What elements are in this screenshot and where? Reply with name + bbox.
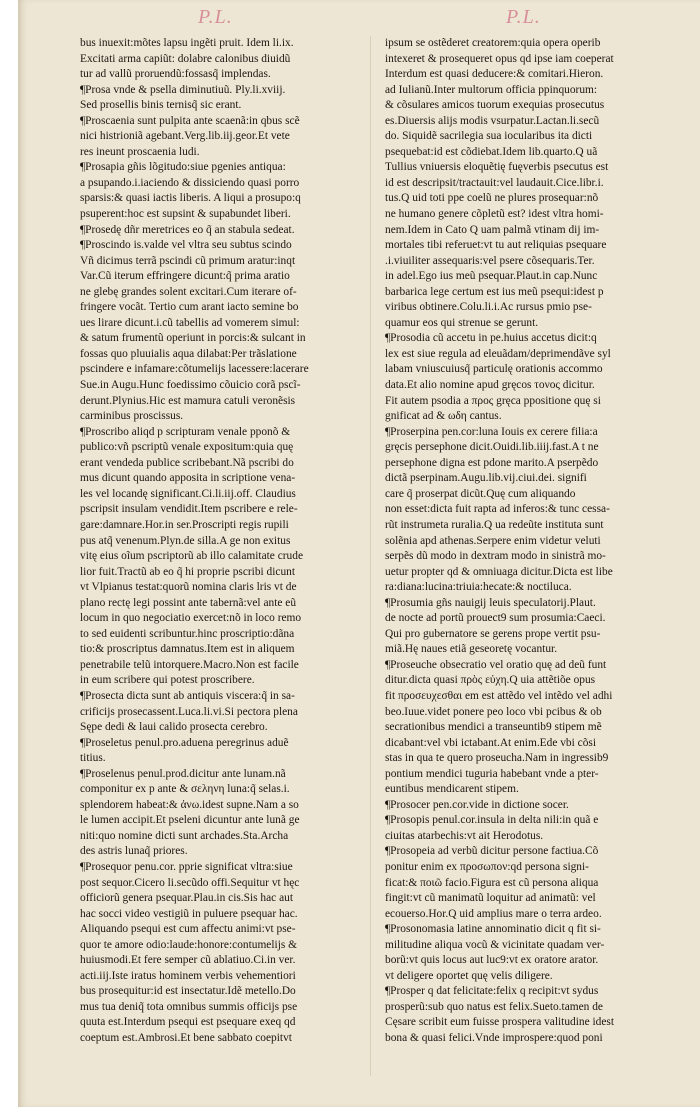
column-gutter bbox=[370, 36, 371, 1076]
entry-text: ¶Prosequor penu.cor. pprie significat vltra:siue post sequor.Cicero li.secũdo offi.Sequitur vt hęc officiorũ genera psequar.Plau.in cis.Sis hac aut hac socci video vestigiũ in puluere psequar hac. Aliquando psequi est cum affectu animi:vt pse- quor te amore odio:laude:honore:contumelijs & huiusmodi.Et fere semper cũ ablatiuo.Ci.in ver. acti.iij.Iste iratus hominem verbis vehementiori bus prosequitur:id est insectatur.Idẽ metello.Do mus tua deniq̃ tota omnibus summis officijs pse quuta est.Interdum psequi est psequare exeq qd coeptum est.Ambrosi.Et bene sabbato coepitvt bbox=[80, 860, 300, 1044]
entry-text: ¶Proscribo aliqd p scripturam venale pponõ & publico:vñ pscriptũ venale expositum:quia quę erant vendeda publice scribebant.Nã pscribi do mus dicunt quando apposita in scriptione vena- les vel locandę significant.Ci.li.iij.off. Claudius pscripsit insulam vendidit.Item pscribere e rele- gare:damnare.Hor.in ser.Proscripti regis rupili pus atq̃ venenum.Plyn.de silla.A ge non exitus vitę eius oĩum pscriptorũ ab illo calamitate crude lior fuit.Tractũ ab eo q̃ hi proprie pscribi dicunt vt Vlpianus testat:quorũ nomina claris lris vt de plano rectę legi possint ante tabernã:vel ante eũ locum in quo negociatio exercet:nõ in loco remo to sed euidenti scribuntur.hinc proscriptio:dãna tio:& proscriptus damnatus.Item est in aliquem penetrabile telũ intorquere.Macro.Non est facile in eum scribere qui potest proscribere. bbox=[80, 425, 303, 687]
entry-text: ipsum se ostẽderet creatorem:quia opera operib intexeret & prosequeret opus qd ipse iam coeperat Interdum est quasi deducere:& comitari.Hieron. ad Iulianũ.Inter multorum officia ppinquorum: & cõsulares amicos tuorum exequias prosecutus es.Diuersis alijs modis vsurpatur.Lactan.li.secũ do. Siquidẽ sacrilegia sua iocularibus ita dicti psequebat:id est cõdiebat.Idem lib.quarto.Q uã Tullius vniuersis eloquẽtię fuęverbis psecutus est id est descripsit/tractauit:vel laudauit.Cice.libr.i. tus.Q uid toti ppe coelũ ne plures prosequar:nõ ne humano genere cõpletũ est? idest vltra homi- nem.Idem in Cato Q uam palmã vtinam dij im- mortales tibi referuet:vt tu aut reliquias psequare .i.viuiliter assequaris:vel psere cõsequaris.Ter. in adel.Ego ius meũ psequar.Plaut.in cap.Nunc barbarica lege certum est ius meũ psequi:idest p viribus obtinere.Colu.li.i.Ac rursus pmio pse- quamur eos qui strenue se gerunt. bbox=[385, 37, 614, 329]
entry-text: ¶Prosocer pen.cor.vide in dictione socer. bbox=[385, 798, 569, 811]
entry-text: ¶Prosodia cũ accetu in pe.huius accetus dicit:q lex est siue regula ad eleuãdam/deprimendãve syl labam vniuscuiusq̃ particulę orationis accommo data.Et alio nomine apud gręcos τονος dicitur. Fit autem psodia a προς gręca ppositione quę si gnificat ad & ωδη cantus. bbox=[385, 332, 611, 423]
entry-text: ¶Proserpina pen.cor:luna Iouis ex cerere filia:a gręcis persephone dicit.Ouidi.lib.iiij.fast.A t ne persephone digna est pdone marito.A pserpẽdo dictã pserpinam.Augu.lib.vij.ciui.dei. signifi care q̃ proserpat dicũt.Quę cum aliquando non esset:dicta fuit rapta ad inferos:& tunc cessa- rũt instrumeta ruralia.Q ua redeũte instituta sunt solẽnia apd athenas.Serpere enim videtur veluti serpẽs dũ modo in dextram modo in sinistrã mo- uetur propter qd & omniuaga dicitur.Dicta est libe ra:diana:lucina:triuia:hecate:& noctiluca. bbox=[385, 425, 613, 594]
entry-text: ¶Prosonomasia latine annominatio dicit q fit si- militudine aliqua vocũ & vicinitate quadam ver- borũ:vt quis locus aut luc9:vt ex oratore arator. vt deligere oportet quę velis diligere. bbox=[385, 923, 605, 982]
entry-text: ¶Prosapia gñis lõgitudo:siue pgenies antiqua: a psupando.i.iaciendo & dissiciendo quasi porro sparsis:& quasi iactis liberis. A liqui a prosupo:q psuperent:hoc est supsint & supabundet liberi. bbox=[80, 161, 301, 221]
entry-text: ¶Prosecta dicta sunt ab antiquis viscera:q̃ in sa- crificijs prosecassent.Luca.li.vi.Si pectora plena Sępe dedi & laui calido prosecta cerebro. bbox=[80, 689, 298, 734]
entry-text: ¶Proscaenia sunt pulpita ante scaenã:in qbus scẽ nici histrioniã agebant.Verg.lib.iij.geor.Et vete res ineunt proscaenia ludi. bbox=[80, 114, 300, 158]
text-column-right bbox=[385, 36, 663, 1047]
folio-mark-right: P.L. bbox=[506, 6, 541, 28]
entry-text: ¶Proscindo is.valde vel vltra seu subtus scindo Vñ dicimus terrã pscindi cũ primum aratur:inqt Var.Cũ iterum effringere dicunt:q̃ prima aratio ne glebę grandes solent excitari.Cum iterare of- fringere vocãt. Tertio cum arant iacto semine bo ues lirare dicunt.i.cũ tabellis ad vomerem simul: & satum frumentũ operiunt in porcis:& sulcant in fossas quo pluuialis aqua dilabat:Per trãslatione pscindere e infamare:cõtumelijs lacessere:lacerare Sue.in Augu.Hunc foedissimo cõuicio corã pscĩ- derunt.Plynius.Hic est mamura catuli veronẽsis carminibus proscissus. bbox=[80, 239, 309, 423]
entry-text: ¶Prosa vnde & psella diminutiuũ. Ply.li.xviij. Sed prosellis binis ternisq̃ sic erant. bbox=[80, 83, 286, 112]
entry-text: ¶Prosopis penul.cor.insula in delta nili:in quã e ciuitas atarbechis:vt ait Herodotus. bbox=[385, 814, 599, 842]
entry-text: ¶Prosopeia ad verbũ dicitur persone factiua.Cõ ponitur enim ex προσωπον:qd persona signi- ficat:& ποιῶ facio.Figura est cũ persona aliqua fingit:vt cũ manimatũ loquitur ad animatũ: vel ecouerso.Hor.Q uid amplius mare o terra ardeo. bbox=[385, 845, 602, 920]
entry-text: bus inuexit:mõtes lapsu ingẽti pruit. Idem li.ix. Excitati arma capiũt: dolabre calonibus diuidũ tur ad vallũ proruendũ:fossasq̃ implendas. bbox=[80, 37, 294, 81]
entry-text: ¶Prosedę dñr meretrices eo q̃ an stabula sedeat. bbox=[80, 223, 295, 236]
text-column-left bbox=[80, 36, 350, 1047]
entry-text: ¶Proselenus penul.prod.dicitur ante lunam.nã componitur ex p ante & σεληνη luna:q̃ selas.i. splendorem habeat:& ἀνω.idest supne.Nam a so le lumen accipit.Et pseleni dicuntur ante lunã ge niti:quo nomine dicti sunt archades.Sta.Archa des astris lunaq̃ priores. bbox=[80, 767, 300, 858]
entry-text: ¶Prosper q dat felicitate:felix q recipit:vt sydus prosperũ:sub quo natus est felix.Sueto.tamen de Cęsare scribit eum fuisse prospera valitudine idest bona & quasi felici.Vnde improspere:quod poni bbox=[385, 985, 615, 1044]
book-page bbox=[18, 0, 700, 1107]
entry-text: ¶Proseuche obsecratio vel oratio quę ad deũ funt ditur.dicta quasi πρὸς εὐχη.Q uia attẽtiõe opus fit προσευχεσθαι em est attẽdo vel intẽdo vel adhi beo.Iuue.videt ponere peo loco vbi pcibus & ob secrationibus mendici a transeuntib9 stipem mẽ dicabant:vel vbi ictabant.At enim.Ede vbi cõsi stas in qua te quero proseucha.Nam in ingressib9 pontium mendici tuguria habebant vnde a pter- euntibus mendicarent stipem. bbox=[385, 658, 613, 796]
entry-text: ¶Prosumia gñs nauigij leuis speculatorij.Plaut. de nocte ad portũ prouect9 sum prosumia:Caeci. Qui pro gubernatore se gerens prope vertit psu- miã.Hę naues etiã geseoretę vocantur. bbox=[385, 596, 606, 656]
folio-mark-left: P.L. bbox=[198, 6, 233, 28]
entry-text: ¶Proseletus penul.pro.aduena peregrinus aduẽ titius. bbox=[80, 736, 289, 765]
